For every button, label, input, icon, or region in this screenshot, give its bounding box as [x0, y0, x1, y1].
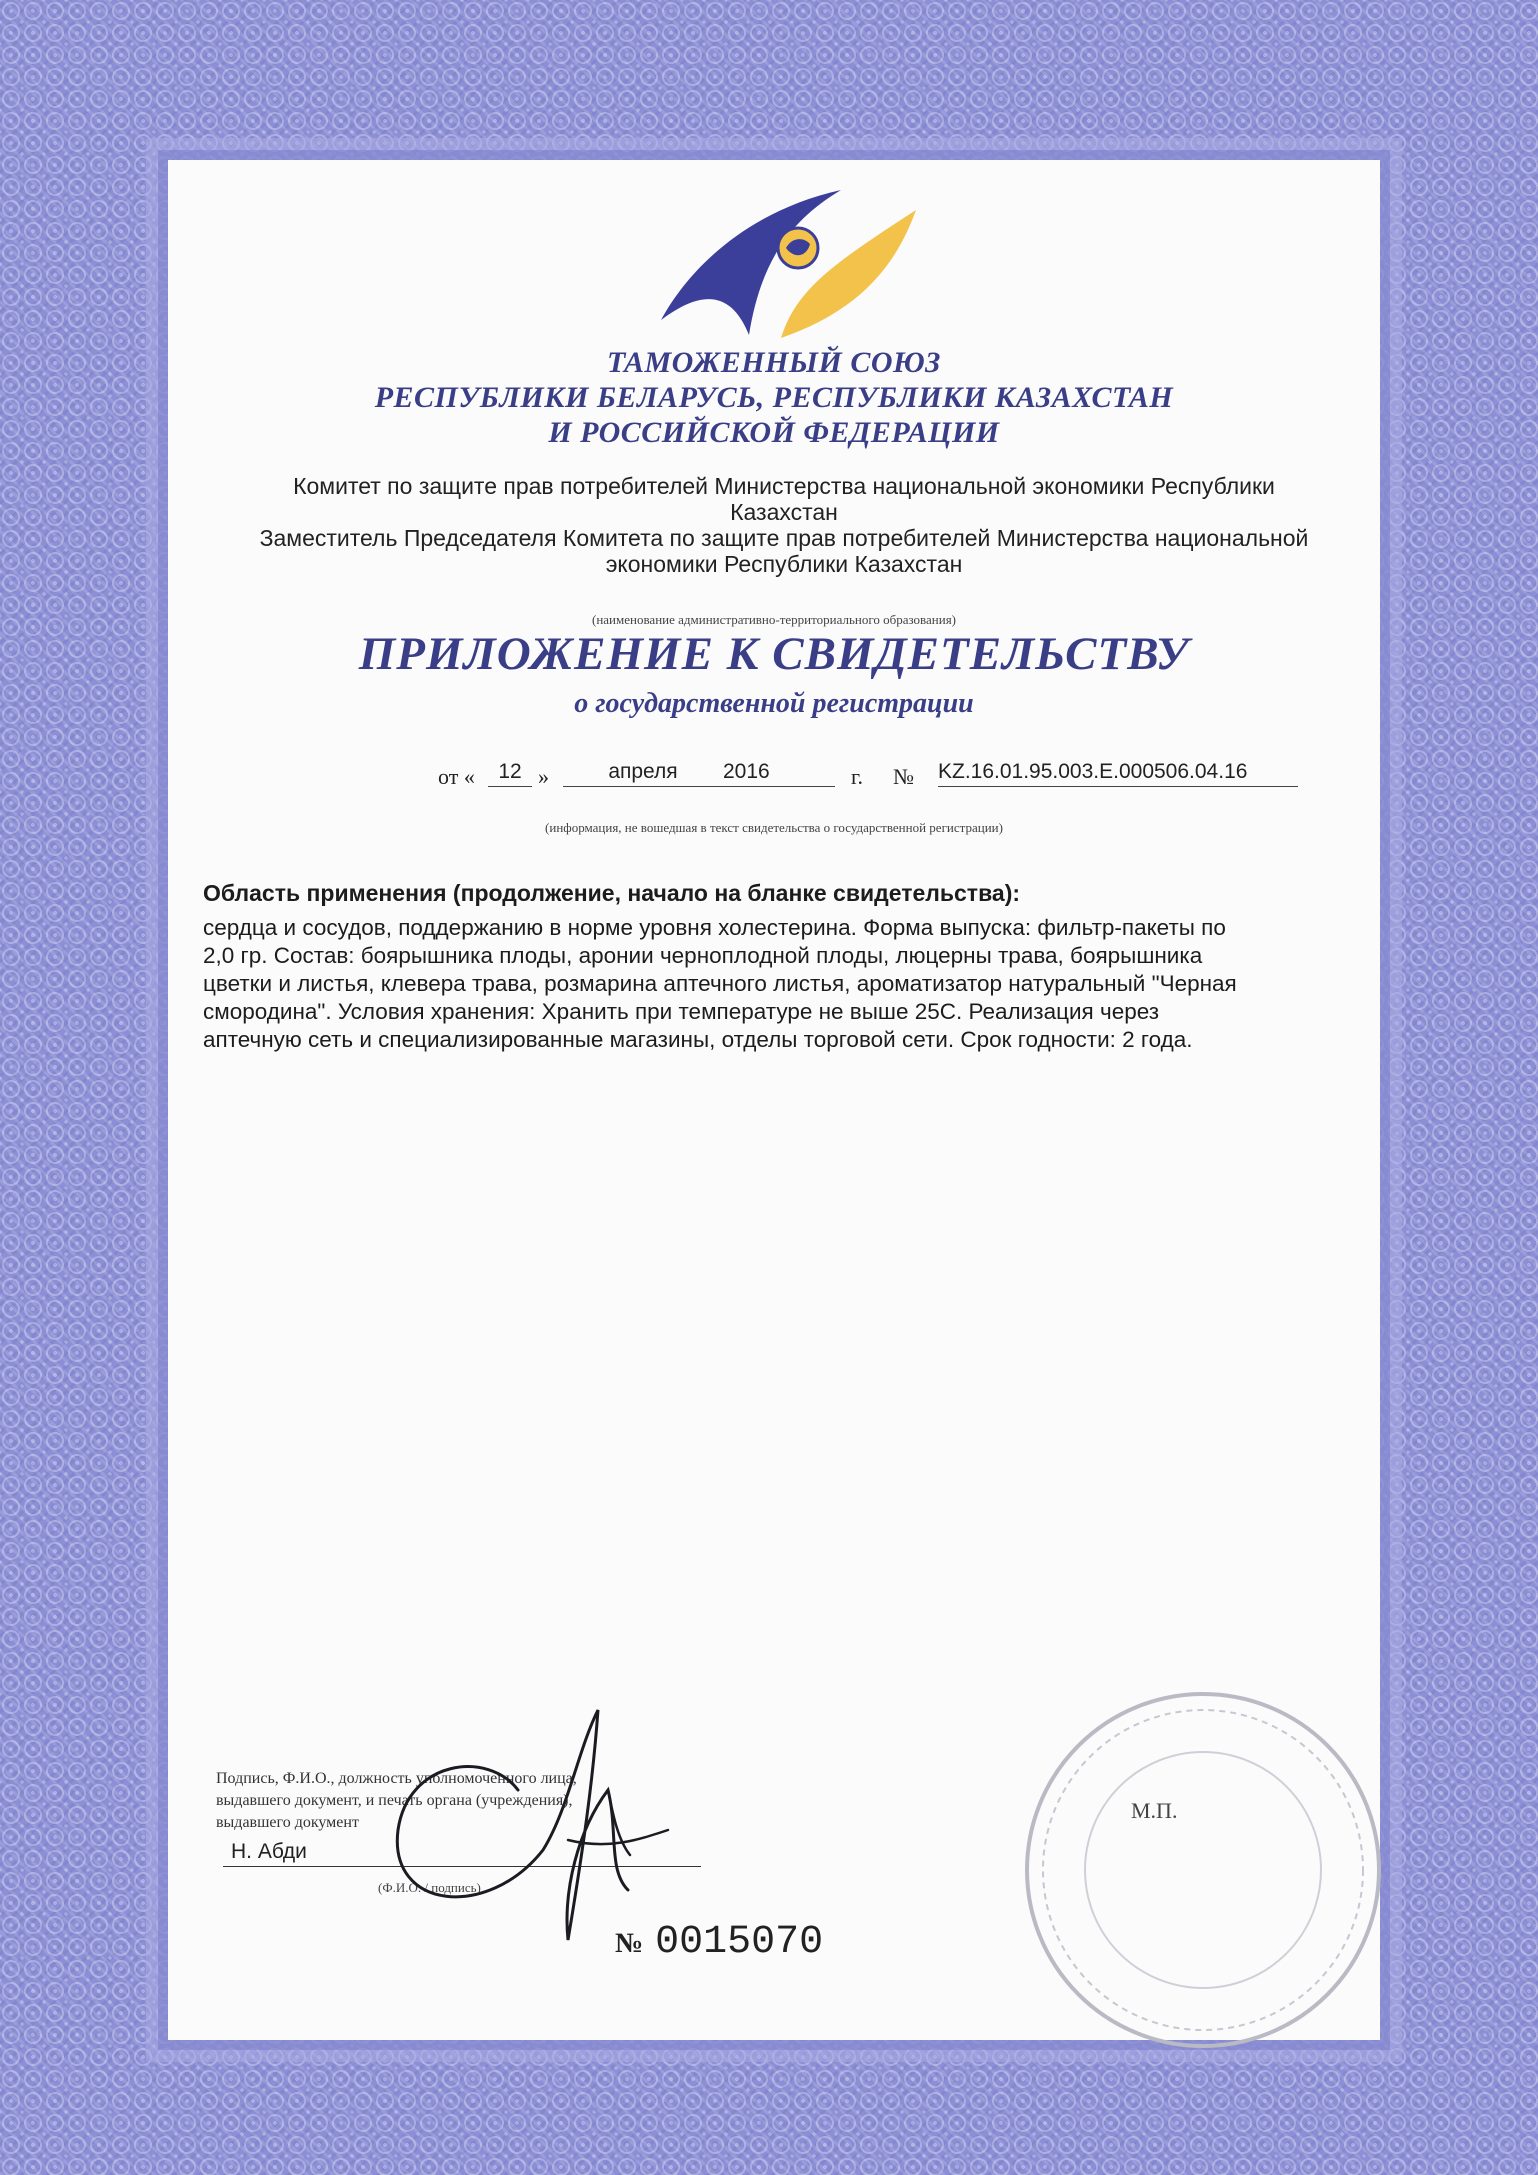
official-stamp-icon	[1013, 1680, 1393, 2060]
name-signature-caption: (Ф.И.О. / подпись)	[378, 1880, 481, 1895]
issuing-authority	[188, 473, 1380, 577]
scope-line-3: цветки и листья, клевера трава, розмарина аптечного листья, ароматизатор натуральный "Черная	[203, 971, 1237, 996]
authority-line-2: Казахстан	[730, 499, 838, 525]
scope-section	[203, 878, 1353, 1054]
authority-caption: (наименование административно-территориального образования)	[591, 612, 957, 627]
authority-line-1: Комитет по защите прав потребителей Министерства национальной экономики Республики	[293, 473, 1275, 499]
number-label: №	[893, 764, 914, 789]
document-title: ПРИЛОЖЕНИЕ К СВИДЕТЕЛЬСТВУ	[358, 628, 1190, 680]
stamp-placeholder: М.П.	[1131, 1798, 1178, 1823]
org-line-1: ТАМОЖЕННЫЙ СОЮЗ	[607, 346, 941, 379]
serial-label: №	[615, 1928, 644, 1959]
document-subtitle: о государственной регистрации	[574, 688, 974, 719]
registration-line	[168, 758, 1380, 798]
reg-month: апреля	[563, 760, 723, 787]
year-suffix: г.	[851, 764, 864, 789]
reg-year: 2016	[723, 760, 835, 787]
signatory-name: Н. Абди	[223, 1840, 701, 1867]
scope-line-4: смородина". Условия хранения: Хранить при температуре не выше 25С. Реализация через	[203, 999, 1160, 1024]
document-page	[168, 160, 1380, 2040]
org-line-2: РЕСПУБЛИКИ БЕЛАРУСЬ, РЕСПУБЛИКИ КАЗАХСТАН	[374, 381, 1174, 414]
scope-line-5: аптечную сеть и специализированные магазины, отделы торговой сети. Срок годности: 2 года.	[203, 1027, 1193, 1052]
scope-line-2: 2,0 гр. Состав: боярышника плоды, аронии черноплодной плоды, люцерны трава, боярышника	[203, 943, 1203, 968]
reg-day: 12	[488, 760, 532, 787]
org-line-3: И РОССИЙСКОЙ ФЕДЕРАЦИИ	[548, 416, 1000, 449]
serial-number	[615, 1920, 823, 1965]
authority-line-4: экономики Республики Казахстан	[605, 551, 963, 577]
from-label: от «	[438, 764, 475, 789]
reg-number: KZ.16.01.95.003.E.000506.04.16	[938, 760, 1298, 787]
authority-line-3: Заместитель Председателя Комитета по защите прав потребителей Министерства национальной	[259, 525, 1309, 551]
serial-value: 0015070	[655, 1920, 824, 1965]
sig-caption-line-3: выдавшего документ	[216, 1814, 359, 1831]
scope-line-1: сердца и сосудов, поддержанию в норме уровня холестерина. Форма выпуска: фильтр-пакеты по	[203, 915, 1226, 940]
customs-union-logo-icon	[631, 170, 931, 350]
scope-heading: Область применения (продолжение, начало на бланке свидетельства):	[203, 880, 1021, 906]
sig-caption-line-2: выдавшего документ, и печать органа (учреждения),	[216, 1792, 573, 1809]
scope-text	[203, 914, 1353, 1054]
organization-title	[168, 345, 1380, 450]
close-quote: »	[538, 764, 549, 789]
registration-caption: (информация, не вошедшая в текст свидетельства о государственной регистрации)	[545, 820, 1003, 835]
sig-caption-line-1: Подпись, Ф.И.О., должность уполномоченного лица,	[216, 1770, 577, 1787]
